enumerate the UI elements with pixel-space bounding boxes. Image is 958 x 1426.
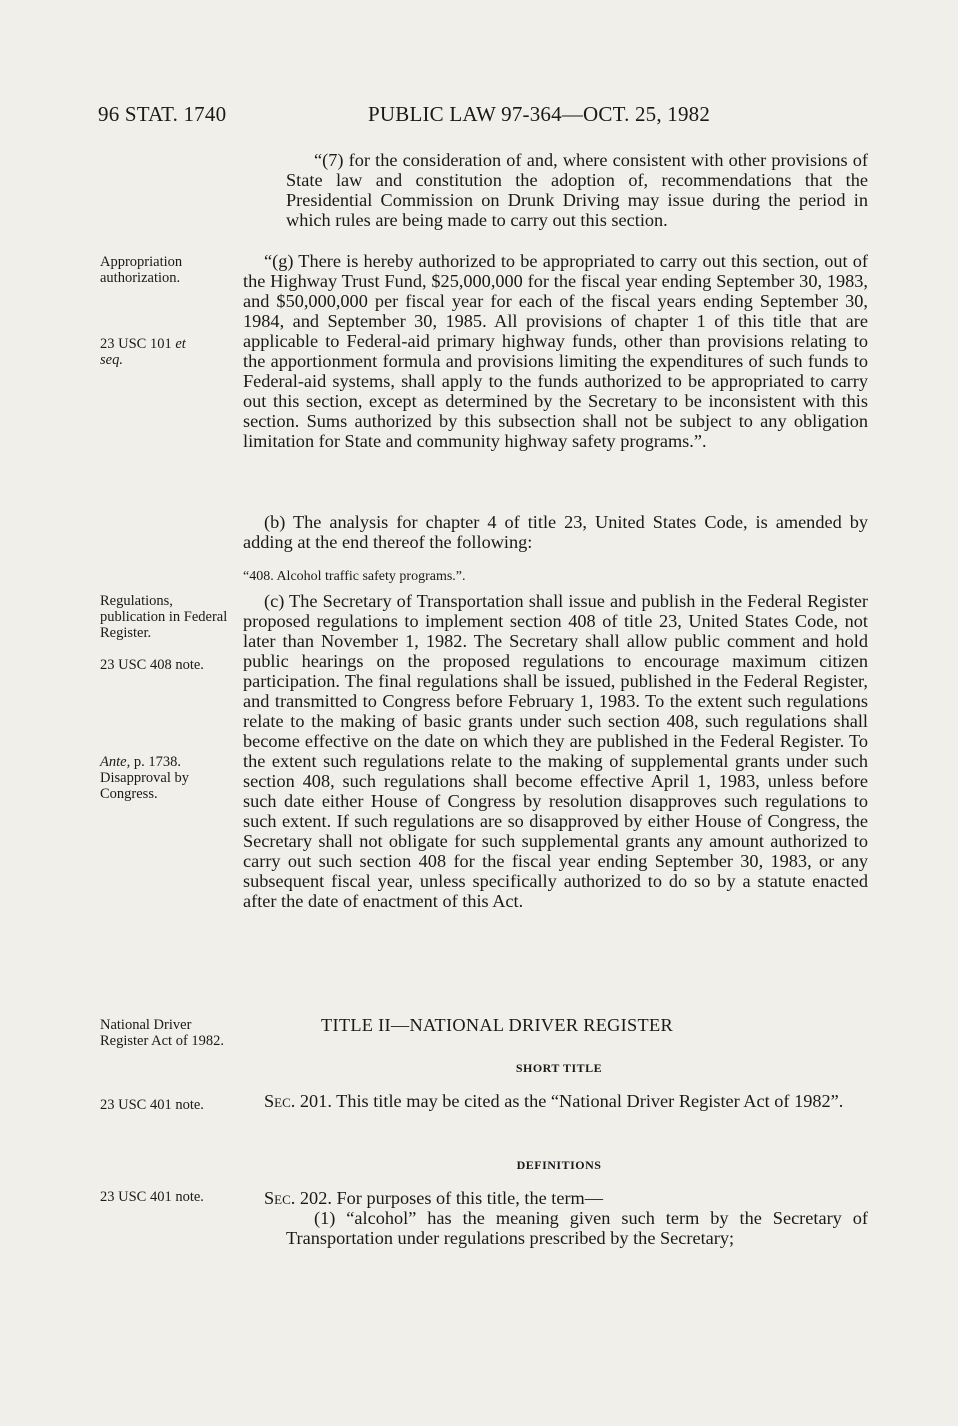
- section-201: [243, 1091, 868, 1111]
- stat-page-number: 96 STAT. 1740: [98, 102, 227, 126]
- section-201-label: Sec. 201.: [264, 1091, 332, 1111]
- section-202: [243, 1188, 868, 1208]
- title-ii-heading: TITLE II—NATIONAL DRIVER REGISTER: [321, 1015, 673, 1035]
- ante-page: p. 1738.: [130, 754, 181, 770]
- margin-note-appropriation: Appropriation authorization.: [100, 254, 183, 286]
- ante-ref: Ante,: [100, 754, 131, 770]
- section-201-text: This title may be cited as the “National Driver Register Act of 1982”.: [331, 1091, 844, 1111]
- short-title-heading: SHORT TITLE: [515, 1061, 603, 1075]
- margin-note-ante: [100, 754, 228, 770]
- subsection-b-text: (b) The analysis for chapter 4 of title 23, United States Code, is amended by adding at the end thereof the following:: [243, 512, 868, 552]
- margin-note-usc-401-b: 23 USC 401 note.: [100, 1189, 204, 1205]
- usc-101-et: et: [175, 336, 186, 352]
- subsection-g-text: “(g) There is hereby authorized to be appropriated to carry out this section, out of the Highway Trust Fund, $25,000,000 for the fiscal year ending September 30, 1983, and $50,000,000 per fiscal year for each of the fiscal years ending September 30, 1984, and September 30, 1985. All provisions of chapter 1 of this title that are applicable to Federal-aid primary highway funds, other than provisions relating to the apportionment formula and provisions limiting the expenditures of such funds to Federal-aid systems, shall apply to the funds authorized to be appropriated to carry out this section, except as determined by the Secretary to be inconsistent with this section. Sums authorized by this subsection shall not be subject to any obligation limitation for State and community highway safety programs.”.: [243, 251, 868, 451]
- definition-1: (1) “alcohol” has the meaning given such term by the Secretary of Transportation under regulations prescribed by the Secretary;: [286, 1208, 868, 1248]
- usc-101-seq: seq.: [100, 352, 123, 368]
- margin-note-disapproval: Disapproval by Congress.: [100, 770, 189, 802]
- margin-note-usc-401-a: 23 USC 401 note.: [100, 1097, 204, 1113]
- section-202-label: Sec. 202.: [264, 1188, 332, 1208]
- subsection-b: [243, 512, 868, 552]
- margin-note-usc-408: 23 USC 408 note.: [100, 657, 204, 673]
- section-202-text: For purposes of this title, the term—: [331, 1188, 604, 1208]
- subsection-c: [243, 591, 868, 911]
- subsection-g: [243, 251, 868, 451]
- margin-note-regulations: Regulations, publication in Federal Register.: [100, 593, 228, 641]
- section-202-paragraph: [243, 1188, 868, 1208]
- subsection-c-text: (c) The Secretary of Transportation shall issue and publish in the Federal Register proposed regulations to implement section 408 of title 23, United States Code, not later than November 1, 1982. The Secretary shall allow public comment and hold public hearings on the proposed regulations to encourage maximum citizen participation. The final regulations shall be issued, published in the Federal Register, and transmitted to Congress before February 1, 1983. To the extent such regulations relate to the making of basic grants under such section 408, such regulations shall become effective on the date on which they are published in the Federal Register. To the extent such regulations relate to the making of supplemental grants under such section 408, such regulations shall become effective April 1, 1983, unless before such date either House of Congress by resolution disapproves such regulations to such extent. If such regulations are so disapproved by either House of Congress, the Secretary shall not obligate for such supplemental grants any amount authorized to carry out such section 408 for the fiscal year ending September 30, 1983, or any subsequent fiscal year, unless specifically authorized to do so by a statute enacted after the date of enactment of this Act.: [243, 591, 868, 911]
- public-law-header: PUBLIC LAW 97-364—OCT. 25, 1982: [368, 102, 711, 126]
- definitions-heading: DEFINITIONS: [516, 1158, 602, 1172]
- margin-note-usc-101: [100, 336, 228, 368]
- section-201-paragraph: [243, 1091, 868, 1111]
- analysis-entry: “408. Alcohol traffic safety programs.”.: [243, 569, 466, 584]
- usc-101-ref: 23 USC 101: [100, 336, 172, 352]
- paragraph-7: “(7) for the consideration of and, where consistent with other provisions of State law and constitution the adoption of, recommendations that the Presidential Commission on Drunk Driving may issue during the period in which rules are being made to carry out this section.: [286, 150, 868, 230]
- margin-note-ndr-act: National Driver Register Act of 1982.: [100, 1017, 225, 1049]
